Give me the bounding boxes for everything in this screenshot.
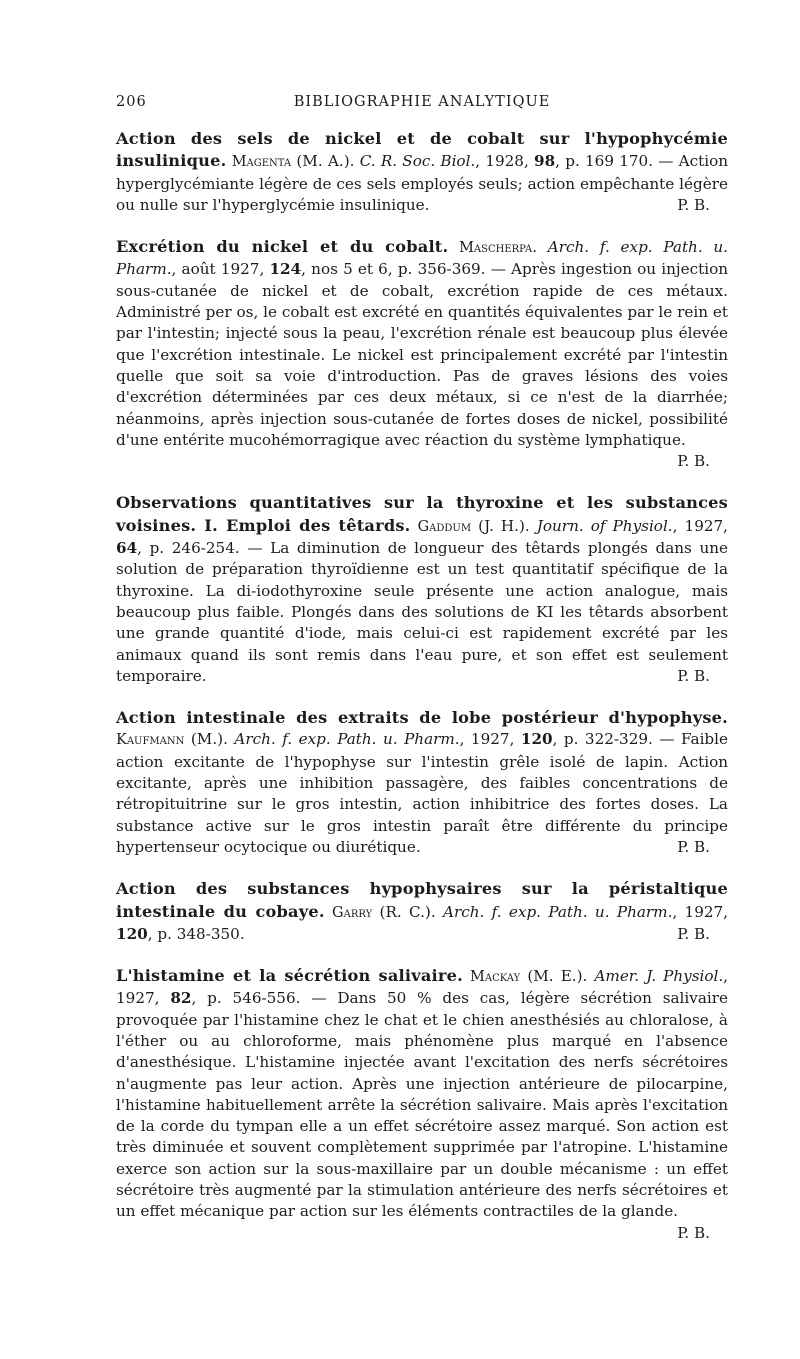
entry-author-initials: (J. H.). <box>478 516 530 535</box>
entry-title: Excrétion du nickel et du cobalt. <box>116 237 449 257</box>
entry-author: Mascherpa <box>459 240 533 257</box>
entry-source: Arch. f. exp. Path. u. Pharm. <box>116 238 729 279</box>
entry-source: Arch. f. exp. Path. u. Pharm. <box>234 730 460 749</box>
bibliography-entry <box>116 128 728 216</box>
bibliography-entry <box>116 236 728 472</box>
entry-author-initials: (M. E.). <box>527 967 588 986</box>
entry-abstract: — Dans 50 % des cas, légère sécrétion salivaire provoquée par l'histamine chez le chat et le chien anesthésiés au chloralose, à l'éther ou au chloroforme, mais phénomène plus marqué en l'absence d'anesthésique. L'histamine injectée avant l'excitation des nerfs sécrétoires n'augmente pas leur action. Après une injection antérieure de pilocarpine, l'histamine habituellement arrête la sécrétion salivaire. Mais après l'excitation de la corde du tympan elle a un effet sécrétoire assez marqué. Son action est très diminuée et souvent complètement supprimée par l'atropine. L'histamine exerce son action sur la sous-maxillaire par un double mécanisme : un effet sécrétoire très augmenté par la stimulation antérieure des nerfs sécrétoires et un effet mécanique par action sur les éléments contractiles de la glande. <box>116 989 728 1221</box>
entry-volume: 82 <box>170 989 192 1008</box>
entry-author: Garry <box>332 904 373 921</box>
entry-source: Journ. of Physiol. <box>536 516 673 535</box>
bibliography-entry <box>116 878 728 945</box>
entry-author-initials: (M. A.). <box>296 152 355 171</box>
entry-year: , 1927, <box>116 967 729 1008</box>
entry-author: Mackay <box>470 969 521 986</box>
entry-pages: , p. 322-329. <box>552 730 653 749</box>
entry-author-initials: (R. C.). <box>379 902 436 921</box>
entry-volume: 98 <box>534 152 556 171</box>
bibliography-entries <box>116 128 728 1264</box>
bibliography-entry <box>116 707 728 858</box>
running-head: BIBLIOGRAPHIE ANALYTIQUE <box>293 94 551 110</box>
entry-signature: P. B. <box>677 1223 710 1242</box>
entry-year: , 1927, <box>672 516 729 535</box>
entry-signature: P. B. <box>677 195 710 214</box>
entry-title: Action des substances hypophysaires sur la péristaltique intestinale du cobaye. <box>116 879 728 921</box>
entry-year: , 1927, <box>672 902 729 921</box>
entry-year: , 1928, <box>475 152 535 171</box>
entry-year: , 1927, <box>459 730 521 749</box>
entry-title: L'histamine et la sécrétion salivaire. <box>116 966 463 986</box>
entry-volume: 124 <box>269 260 302 279</box>
entry-abstract: — Action hyperglycémiante légère de ces sels employés seuls; action empêchante légère ou nulle sur l'hyperglycémie insulinique. <box>116 152 729 214</box>
entry-signature: P. B. <box>677 666 710 685</box>
entry-title: Action intestinale des extraits de lobe postérieur d'hypophyse. <box>116 708 728 728</box>
entry-pages: , p. 546-556. <box>191 989 301 1008</box>
page-number: 206 <box>116 94 147 110</box>
entry-title: Action des sels de nickel et de cobalt sur l'hypophycémie insulinique. <box>116 129 728 171</box>
entry-pages: , nos 5 et 6, p. 356-369. <box>301 260 486 279</box>
entry-signature: P. B. <box>677 837 710 856</box>
entry-author: Kaufmann <box>116 732 185 749</box>
entry-signature: P. B. <box>677 924 710 943</box>
entry-volume: 120 <box>116 924 148 943</box>
entry-author: Magenta <box>231 154 292 171</box>
entry-source: Arch. f. exp. Path. u. Pharm. <box>443 902 673 921</box>
entry-pages: , p. 169 170. <box>555 152 654 171</box>
entry-volume: 120 <box>520 730 553 749</box>
entry-source: Amer. J. Physiol. <box>594 967 724 986</box>
entry-author-initials: (M.). <box>190 730 228 749</box>
entry-volume: 64 <box>116 539 138 558</box>
entry-year: , août 1927, <box>171 260 270 279</box>
entry-title: Observations quantitatives sur la thyroxine et les substances voisines. I. Emploi des têtards. <box>116 493 728 535</box>
entry-source: C. R. Soc. Biol. <box>359 152 476 171</box>
entry-signature: P. B. <box>677 452 710 471</box>
entry-abstract: — La diminution de longueur des têtards plongés dans une solution de préparation thyroïdienne est un test quantitatif spécifique de la thyroxine. La di-iodothyroxine seule présente une action analogue, mais beaucoup plus faible. Plongés dans des solutions de KI les têtards absorbent une grande quantité d'iode, mais celui-ci est rapidement excrété par les animaux quand ils sont remis dans l'eau pure, et son effet est seulement temporaire. <box>116 539 729 685</box>
entry-author: Gaddum <box>417 518 472 535</box>
entry-pages: , p. 348-350. <box>147 924 245 943</box>
bibliography-entry <box>116 965 728 1244</box>
entry-author-initials: . <box>532 238 538 257</box>
entry-abstract: — Faible action excitante de l'hypophyse sur l'intestin grêle isolé de lapin. Action excitante, après une inhibition passagère, des faibles concentrations de rétropituitrine sur le gros intestin, action inhibitrice des fortes doses. La substance active sur le gros intestin paraît être différente du principe hypertenseur ocytocique ou diurétique. <box>116 730 729 856</box>
page-header <box>116 94 728 118</box>
entry-pages: , p. 246-254. <box>137 539 240 558</box>
bibliography-entry <box>116 492 728 687</box>
entry-abstract: — Après ingestion ou injection sous-cutanée de nickel et de cobalt, excrétion rapide de ces métaux. Administré per os, le cobalt est excrété en quantités équivalentes par le rein et par l'intestin; injecté sous la peau, l'excrétion rénale est beaucoup plus élevée que l'excrétion intestinale. Le nickel est principalement excrété par l'intestin quelle que soit sa voie d'introduction. Pas de graves lésions des voies d'excrétion déterminées par ces deux métaux, si ce n'est de la diarrhée; néanmoins, après injection sous-cutanée de fortes doses de nickel, possibilité d'une entérite mucohémorragique avec réaction du système lymphatique. <box>116 260 728 449</box>
